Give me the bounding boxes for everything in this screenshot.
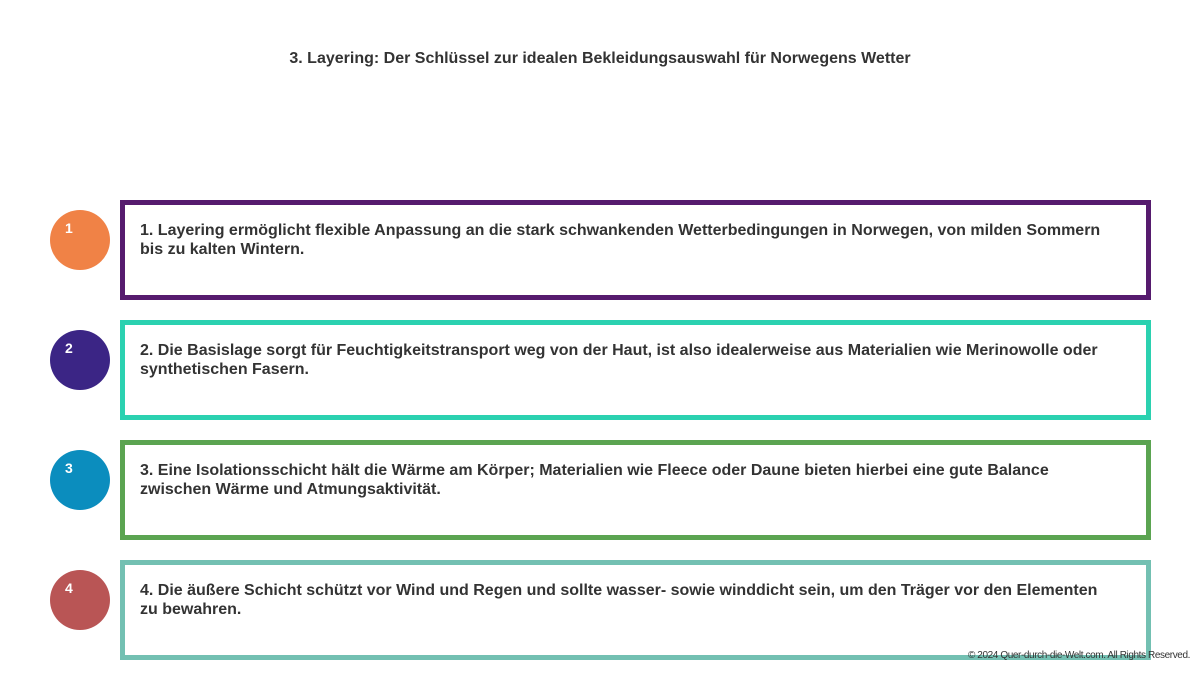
step-number: 4 <box>65 580 73 596</box>
step-item <box>0 200 1200 300</box>
step-box <box>120 200 1151 300</box>
step-text: 4. Die äußere Schicht schützt vor Wind und Regen und sollte wasser- sowie winddicht sein, um den Träger vor den Elementen zu bewahren. <box>140 582 1098 618</box>
step-number: 2 <box>65 340 73 356</box>
step-text: 1. Layering ermöglicht flexible Anpassung an die stark schwankenden Wetterbedingungen in Norwegen, von milden Sommern bis zu kalten Wintern. <box>140 222 1101 258</box>
step-number-badge <box>50 450 110 510</box>
step-number: 3 <box>65 460 73 476</box>
copyright-footer: © 2024 Quer-durch-die-Welt.com. All Rights Reserved. <box>967 650 1190 661</box>
step-box <box>120 440 1151 540</box>
step-text: 2. Die Basislage sorgt für Feuchtigkeitstransport weg von der Haut, ist also idealerweise aus Materialien wie Merinowolle oder synthetischen Fasern. <box>140 342 1098 378</box>
step-box <box>120 560 1151 660</box>
step-number-badge <box>50 210 110 270</box>
page-title: 3. Layering: Der Schlüssel zur idealen Bekleidungsauswahl für Norwegens Wetter <box>289 50 911 67</box>
step-number-badge <box>50 330 110 390</box>
step-box <box>120 320 1151 420</box>
step-text: 3. Eine Isolationsschicht hält die Wärme am Körper; Materialien wie Fleece oder Daune bieten hierbei eine gute Balance zwischen Wärme und Atmungsaktivität. <box>140 462 1049 498</box>
step-item <box>0 440 1200 540</box>
step-item <box>0 560 1200 660</box>
step-number-badge <box>50 570 110 630</box>
step-number: 1 <box>65 220 73 236</box>
step-item <box>0 320 1200 420</box>
